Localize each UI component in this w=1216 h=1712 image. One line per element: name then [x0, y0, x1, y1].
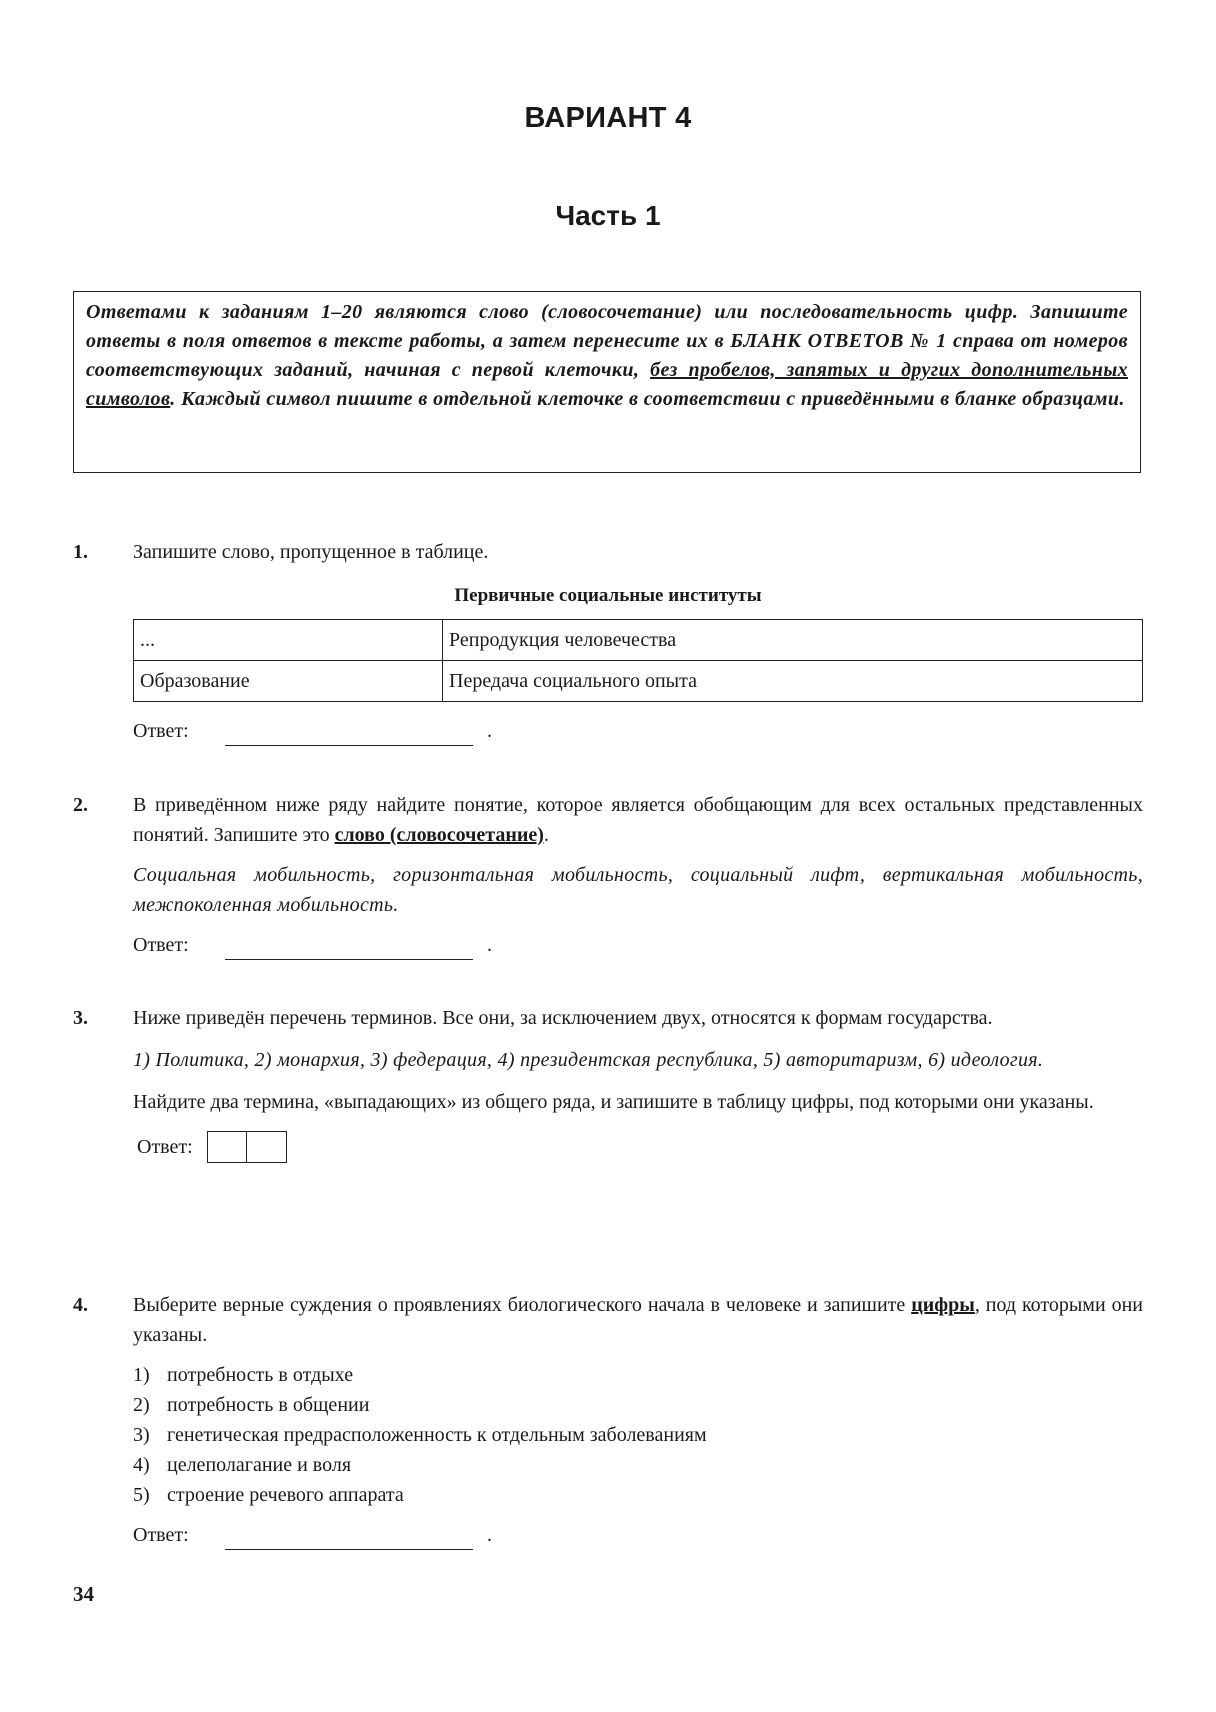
option-text: генетическая предрасположенность к отдельным заболеваниям — [167, 1424, 707, 1446]
table-cell: ... — [134, 620, 443, 661]
page-number: 34 — [73, 1582, 94, 1606]
list-item — [133, 1420, 1143, 1450]
option-text: целеполагание и воля — [167, 1454, 352, 1476]
table-row — [134, 661, 1143, 702]
answer-row — [133, 930, 1143, 960]
answer-dot: . — [487, 934, 492, 956]
instructions-box — [73, 291, 1141, 473]
options-list — [133, 1360, 1143, 1510]
option-text: потребность в отдыхе — [167, 1364, 354, 1386]
answer-box-1[interactable] — [207, 1131, 247, 1163]
list-item — [133, 1450, 1143, 1480]
option-number: 2) — [133, 1394, 150, 1416]
option-text: потребность в общении — [167, 1394, 370, 1416]
list-item — [133, 1360, 1143, 1390]
question-text-underlined: цифры — [911, 1294, 975, 1316]
answer-dot: . — [487, 720, 492, 742]
question-number: 1. — [73, 541, 88, 563]
question-task: Найдите два термина, «выпадающих» из общего ряда, и запишите в таблицу цифры, под которыми они указаны. — [133, 1091, 1094, 1113]
answer-label: Ответ: — [133, 934, 189, 956]
table-row — [134, 620, 1143, 661]
answer-label: Ответ: — [137, 1136, 193, 1158]
answer-field[interactable] — [225, 1529, 473, 1550]
answer-label: Ответ: — [133, 1524, 189, 1546]
question-text — [133, 1290, 1143, 1350]
answer-row — [133, 716, 1143, 746]
instructions-text-2: . Каждый символ пишите в отдельной клеточке в соответствии с приведёнными в бланке образцами. — [170, 388, 1125, 410]
list-item — [133, 1390, 1143, 1420]
table-cell: Репродукция человечества — [443, 620, 1143, 661]
question-number: 3. — [73, 1007, 88, 1029]
answer-field[interactable] — [225, 939, 473, 960]
instructions-underlined: без пробелов, запятых и других дополнительных символов — [86, 359, 1129, 410]
instructions-text-1: Ответами к заданиям 1–20 являются слово (словосочетание) или последовательность цифр. Запишите ответы в поля ответов в тексте работы, а затем перенесите их в БЛАНК ОТВЕТОВ № 1 справа от номеров соответствующих заданий, начиная с первой клеточки, — [86, 301, 1128, 381]
part-title: Часть 1 — [555, 200, 661, 231]
question-items: 1) Политика, 2) монархия, 3) федерация, 4) президентская республика, 5) авторитаризм, 6) идеология. — [133, 1049, 1044, 1071]
list-item — [133, 1480, 1143, 1510]
question-number: 2. — [73, 794, 88, 816]
option-number: 3) — [133, 1424, 150, 1446]
table-caption: Первичные социальные институты — [454, 585, 762, 606]
question-text-part: В приведённом ниже ряду найдите понятие, которое является обобщающим для всех остальных представленных понятий. Запишите это — [133, 794, 1143, 846]
option-number: 1) — [133, 1364, 150, 1386]
answer-row — [133, 1129, 1143, 1165]
question-text: Запишите слово, пропущенное в таблице. — [133, 541, 489, 563]
question-text — [133, 790, 1143, 850]
option-number: 5) — [133, 1484, 150, 1506]
answer-row — [133, 1520, 1143, 1550]
question-text-end: , под которыми они указаны. — [133, 1294, 1143, 1346]
answer-boxes — [207, 1131, 287, 1163]
answer-label: Ответ: — [133, 720, 189, 742]
question-items: Социальная мобильность, горизонтальная мобильность, социальный лифт, вертикальная мобильность, межпоколенная мобильность. — [133, 864, 1143, 916]
question-text-end: . — [543, 824, 549, 846]
institutions-table — [133, 619, 1143, 702]
option-text: строение речевого аппарата — [167, 1484, 404, 1506]
variant-title: ВАРИАНТ 4 — [524, 102, 692, 134]
table-cell: Образование — [134, 661, 443, 702]
table-cell: Передача социального опыта — [443, 661, 1143, 702]
answer-field[interactable] — [225, 725, 473, 746]
question-text: Ниже приведён перечень терминов. Все они, за исключением двух, относятся к формам государства. — [133, 1007, 993, 1029]
option-number: 4) — [133, 1454, 150, 1476]
answer-dot: . — [487, 1524, 492, 1546]
question-number: 4. — [73, 1294, 88, 1316]
question-text-underlined: слово (словосочетание) — [334, 824, 544, 846]
question-text-part: Выберите верные суждения о проявлениях биологического начала в человеке и запишите — [133, 1294, 912, 1316]
answer-box-2[interactable] — [247, 1131, 287, 1163]
